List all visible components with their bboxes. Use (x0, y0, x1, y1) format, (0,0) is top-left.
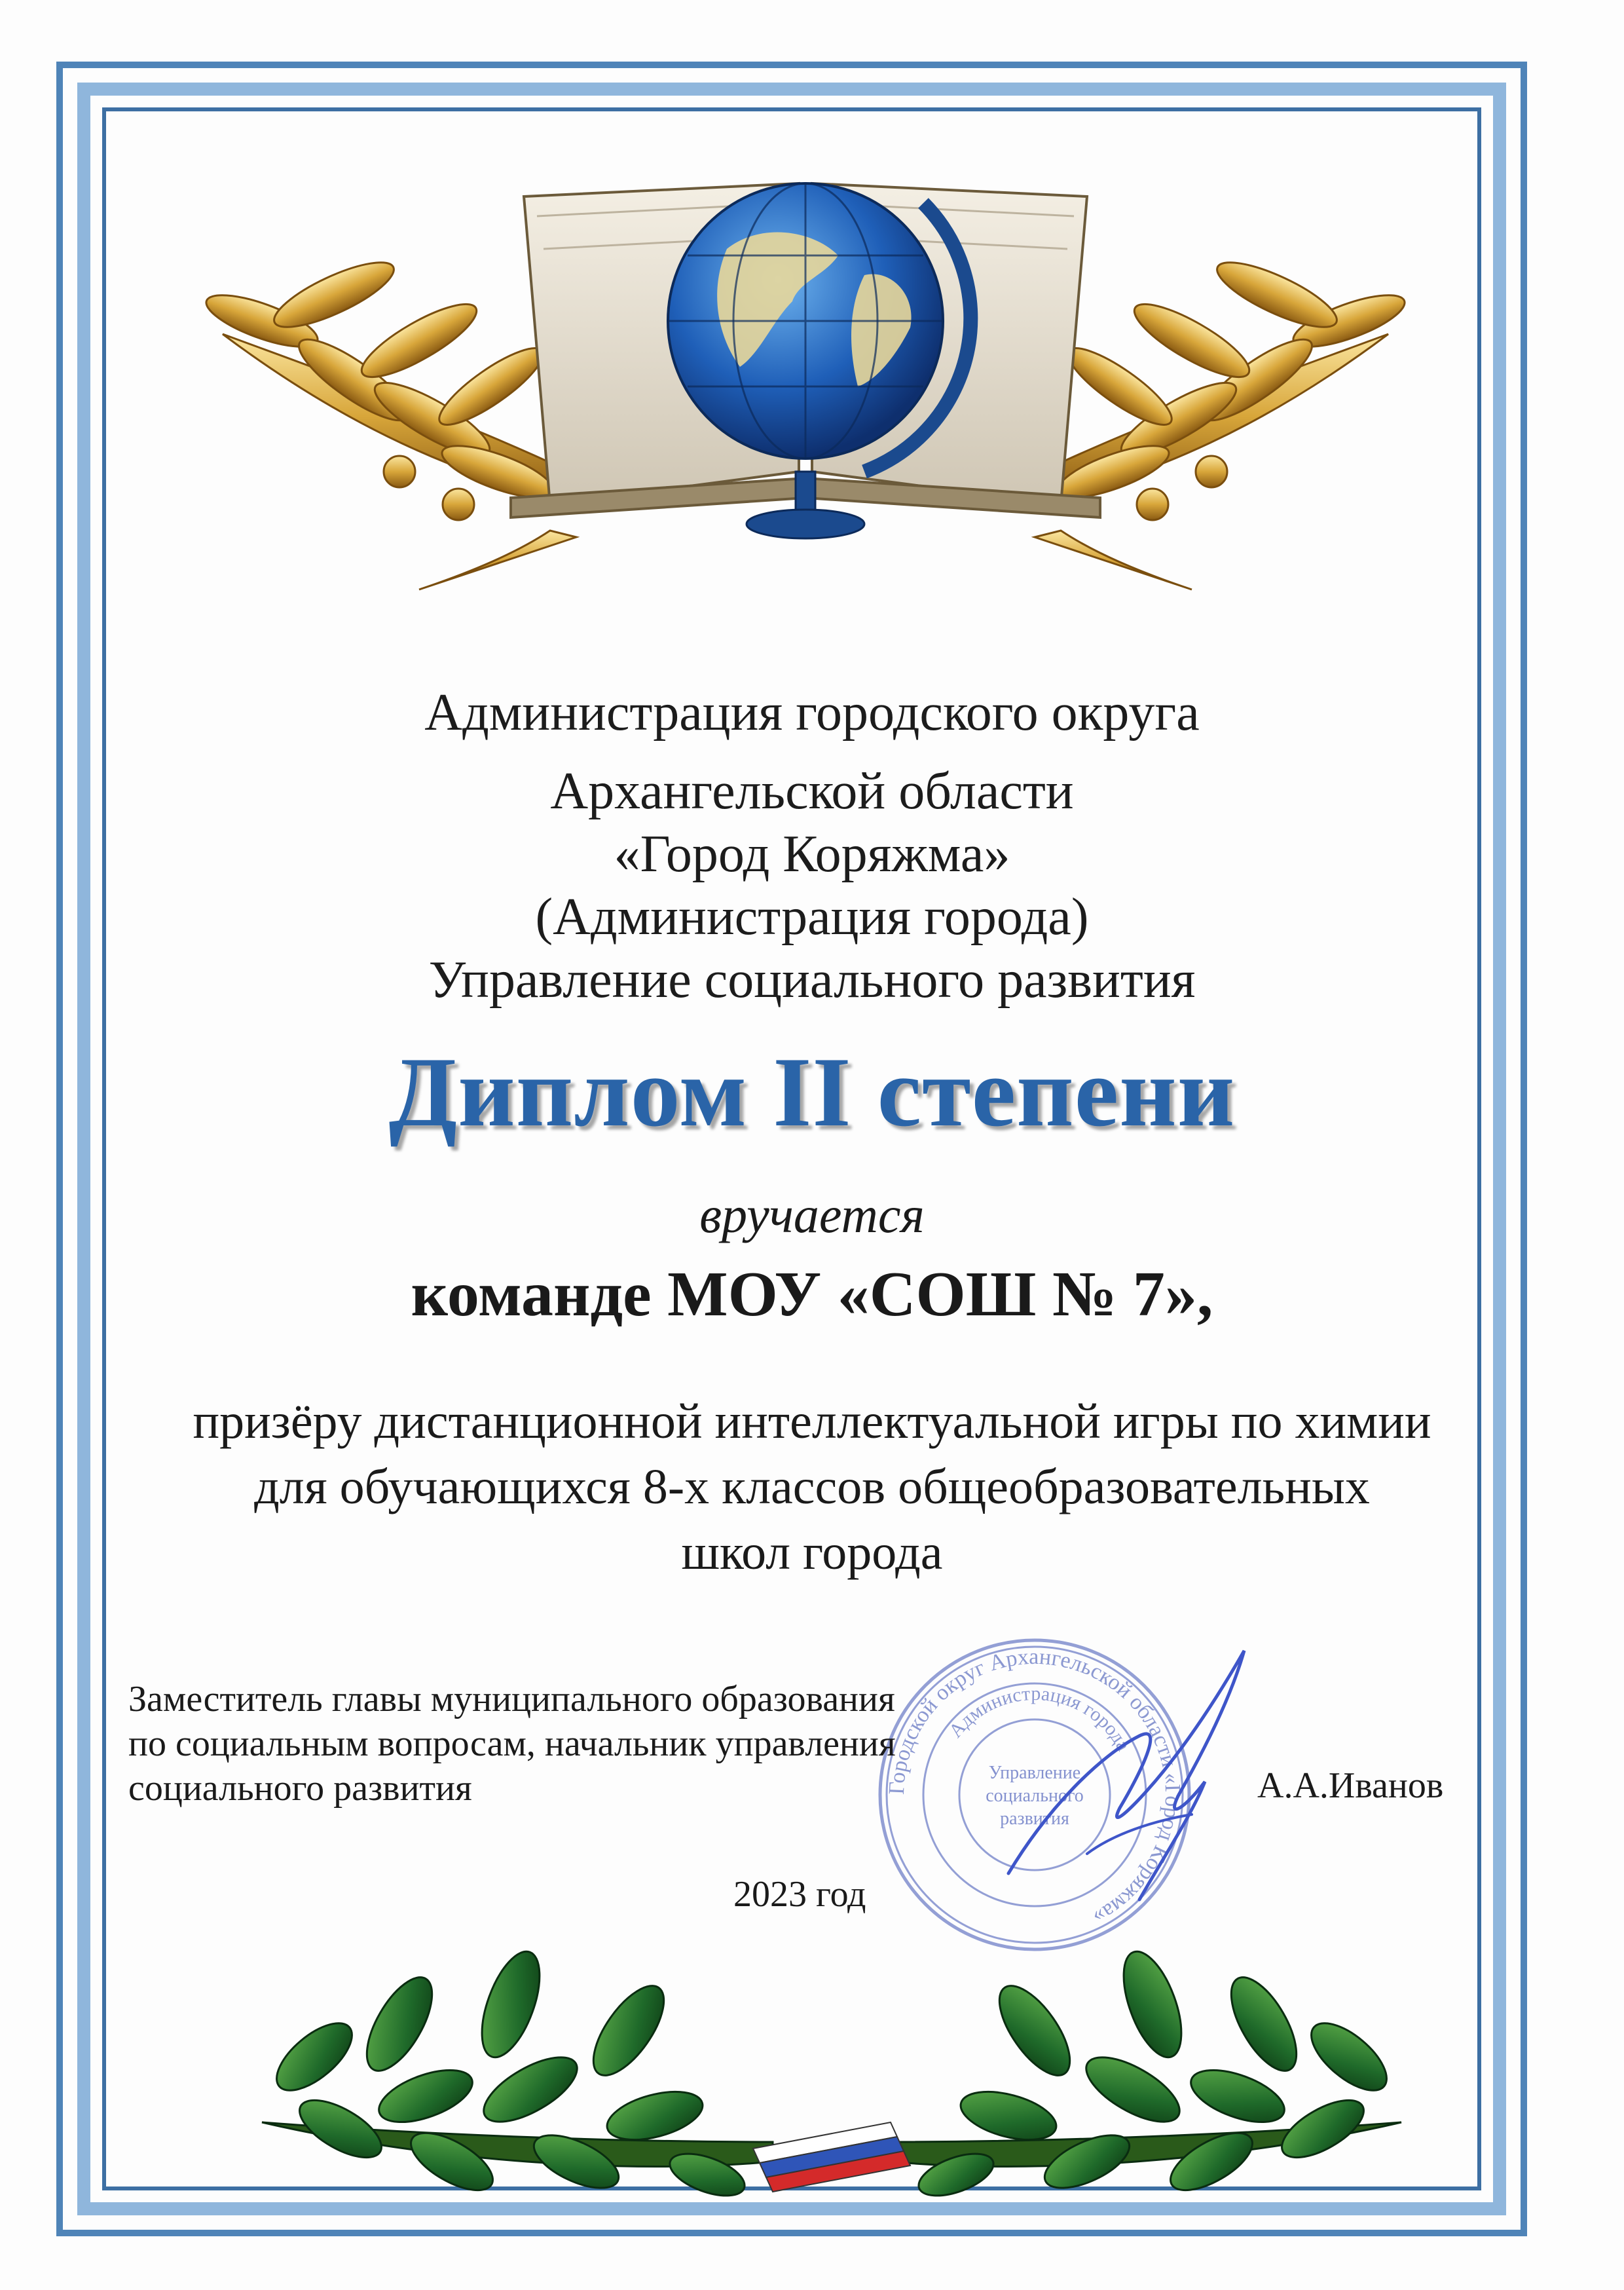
award-reason-line-3: школ города (681, 1525, 943, 1580)
issuer-line-1: Администрация городского округа (424, 684, 1200, 741)
signatory-position (128, 1677, 1111, 1811)
laurel-right (1035, 250, 1410, 590)
laurel-left (201, 250, 576, 590)
recipient-name: команде МОУ «СОШ № 7», (411, 1259, 1213, 1330)
stamp-center-line-1: Управление (988, 1763, 1081, 1783)
laurel-leaves-right (891, 1944, 1401, 2204)
diploma-title: Диплом II степени (388, 1037, 1236, 1147)
signatory-name: А.А.Иванов (1257, 1765, 1444, 1806)
awarded-label: вручается (699, 1186, 925, 1243)
stamp-inner-text: Администрация города (944, 1682, 1135, 1755)
laurel-leaves-left (262, 1944, 773, 2204)
laurel-branch-with-tricolor-ribbon-icon (236, 1926, 1428, 2207)
award-reason-line-2: для обучающихся 8-х классов общеобразовательных (254, 1459, 1370, 1514)
globe-book-emblem-icon (183, 105, 1428, 603)
signatory-position-line-1: Заместитель главы муниципального образования (128, 1679, 895, 1719)
signatory-position-line-2: по социальным вопросам, начальник управления (128, 1723, 896, 1764)
issuer-block (0, 681, 1624, 1011)
award-reason (0, 1389, 1624, 1585)
stamp-center-line-2: социального (986, 1786, 1084, 1806)
issuer-line-2: Архангельской области (550, 762, 1074, 820)
issuer-line-3: «Город Коряжма» (614, 825, 1010, 883)
issuer-line-5: Управление социального развития (428, 951, 1196, 1009)
issuer-line-4: (Администрация города) (535, 888, 1089, 946)
stamp-outer-text: Городской округ Архангельской области «Город Коряжма» (884, 1644, 1185, 1930)
stamp-center-line-3: развития (1000, 1809, 1069, 1829)
award-reason-line-1: призёру дистанционной интеллектуальной игры по химии (193, 1394, 1431, 1449)
signatory-position-line-3: социального развития (128, 1768, 472, 1809)
globe (668, 183, 943, 459)
tricolor-ribbon (753, 2122, 910, 2192)
award-year: 2023 год (733, 1874, 866, 1915)
